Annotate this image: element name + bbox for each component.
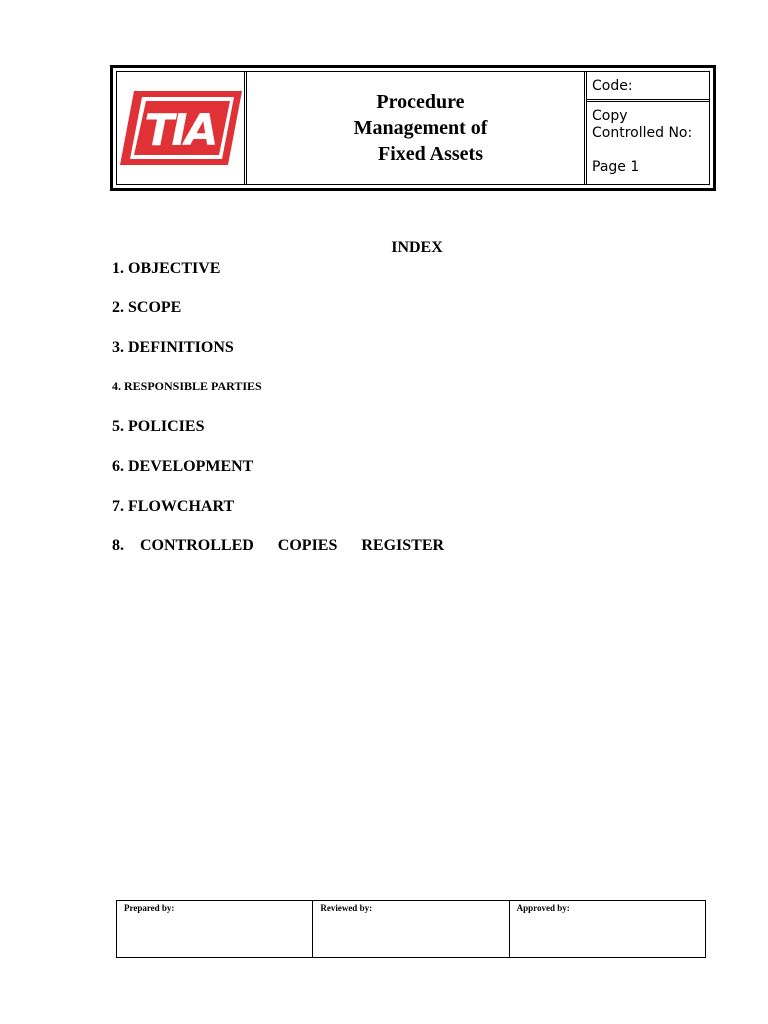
- index-item-label: FLOWCHART: [128, 498, 235, 515]
- logo-cell: [117, 72, 247, 184]
- approved-by-label: Approved by:: [516, 903, 570, 913]
- index-item-controlled-copies-register: [112, 537, 444, 555]
- index-item-scope: [112, 299, 181, 317]
- approved-by-cell: [510, 901, 705, 957]
- index-item-number: 4.: [112, 379, 121, 393]
- copy-info: [587, 102, 709, 184]
- header-inner: [116, 71, 710, 185]
- index-title: INDEX: [391, 239, 443, 256]
- index-item-label: POLICIES: [128, 418, 205, 435]
- index-item-definitions: [112, 339, 234, 357]
- page-number: Page 1: [592, 159, 640, 175]
- signature-table: [116, 900, 706, 958]
- company-logo: [120, 87, 242, 169]
- index-item-word: REGISTER: [361, 537, 445, 554]
- index-item-flowchart: [112, 498, 234, 516]
- copy-line-2: Controlled No:: [592, 125, 693, 141]
- index-item-responsible-parties: [112, 379, 262, 394]
- document-title: [354, 89, 488, 167]
- reviewed-by-label: Reviewed by:: [320, 903, 373, 913]
- prepared-by-label: Prepared by:: [124, 903, 175, 913]
- logo-lettering: TIA: [143, 105, 216, 156]
- prepared-by-cell: [117, 901, 313, 957]
- index-item-number: 1.: [112, 260, 124, 277]
- index-item-number: 2.: [112, 299, 124, 316]
- index-item-number: 7.: [112, 498, 124, 515]
- index-item-label: DEVELOPMENT: [128, 458, 254, 475]
- info-cell: [587, 72, 709, 184]
- title-cell: [247, 72, 587, 184]
- index-item-word: COPIES: [277, 537, 338, 554]
- title-line-3: Fixed Assets: [377, 143, 483, 165]
- index-item-label: OBJECTIVE: [128, 260, 221, 277]
- index-item-development: [112, 458, 253, 476]
- index-item-number: 6.: [112, 458, 124, 475]
- copy-line-1: Copy: [592, 108, 628, 124]
- index-item-policies: [112, 418, 204, 436]
- index-item-number: 3.: [112, 339, 124, 356]
- index-item-label: DEFINITIONS: [128, 339, 234, 356]
- document-header-table: [110, 65, 716, 191]
- index-item-objective: [112, 260, 220, 278]
- index-item-word: CONTROLLED: [140, 537, 254, 554]
- reviewed-by-cell: [313, 901, 509, 957]
- code-field: Code:: [587, 72, 709, 102]
- index-item-label: RESPONSIBLE PARTIES: [124, 379, 262, 393]
- title-line-2: Management of: [353, 117, 488, 139]
- index-item-label: SCOPE: [128, 299, 182, 316]
- index-item-number: 8.: [112, 537, 124, 554]
- title-line-1: Procedure: [376, 91, 465, 113]
- index-item-number: 5.: [112, 418, 124, 435]
